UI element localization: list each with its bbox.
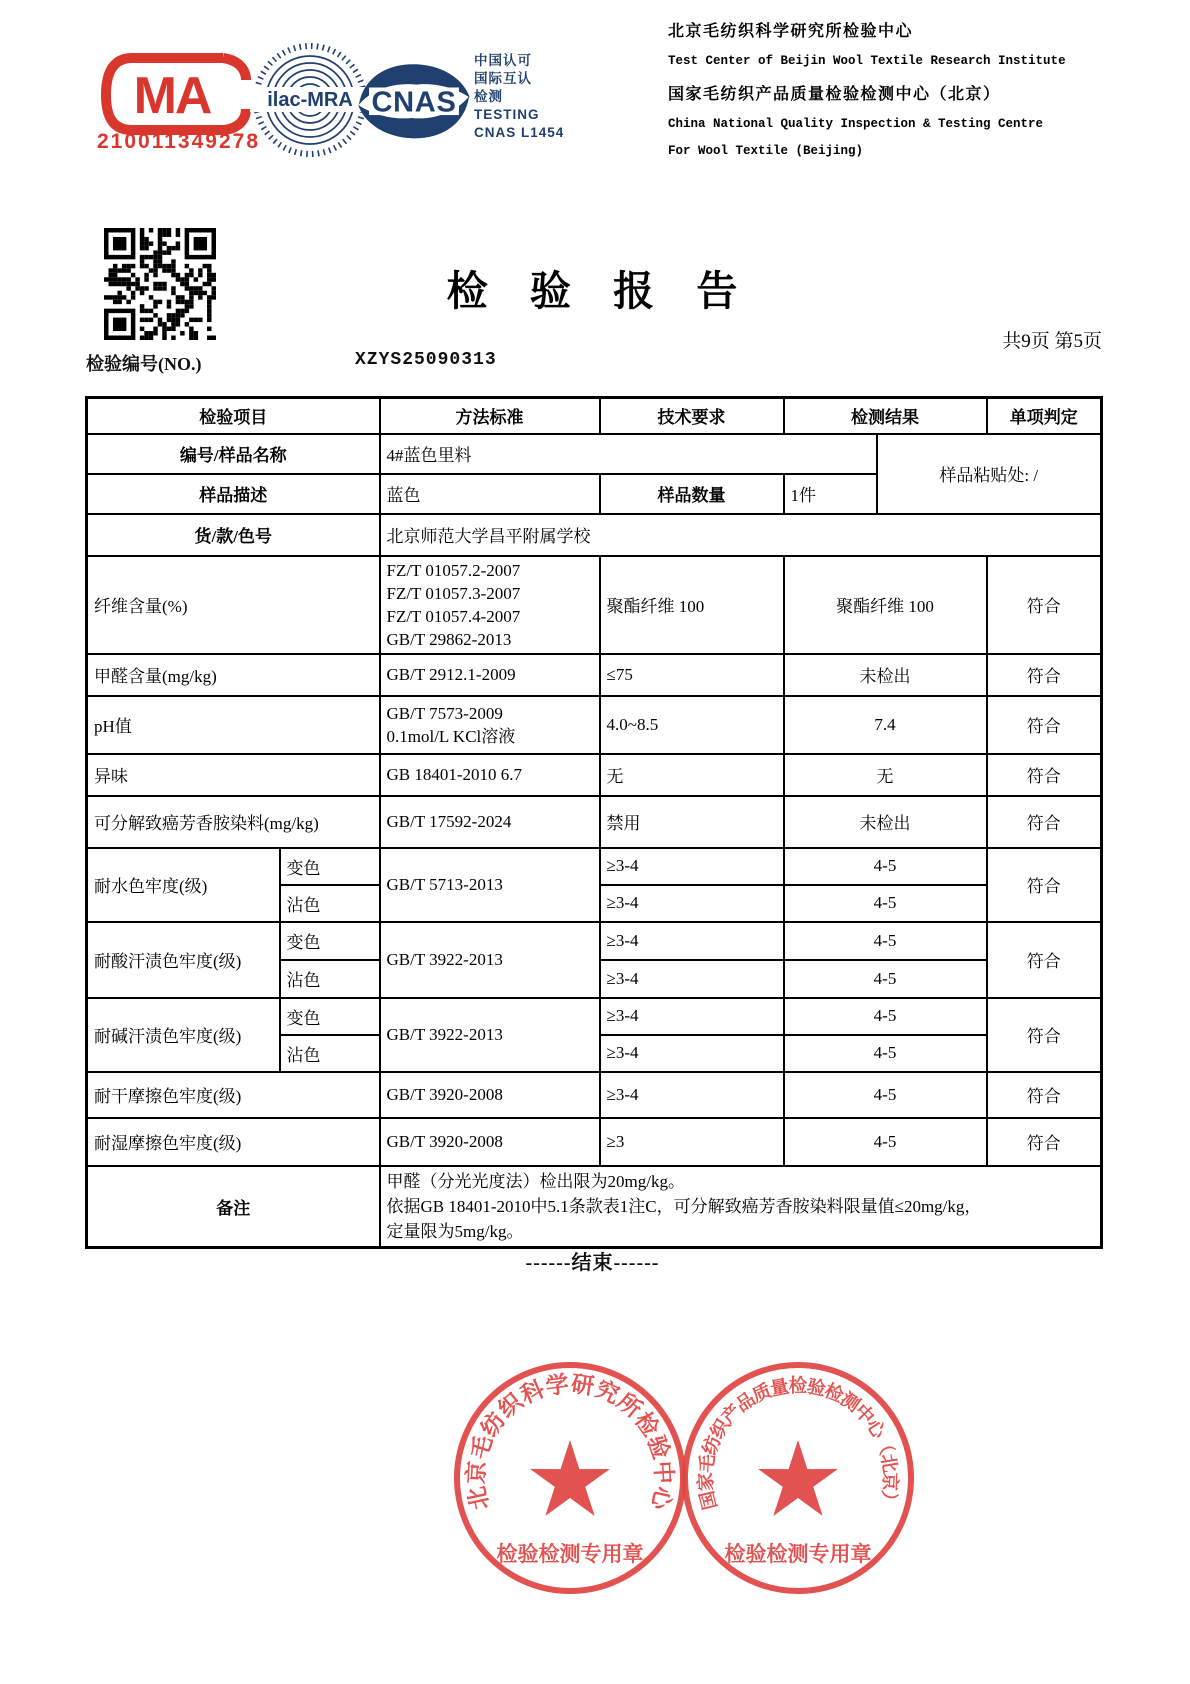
table-row-odor: [87, 754, 1102, 796]
remark-line: 定量限为5mg/kg。: [386, 1221, 524, 1241]
method-line: 0.1mol/L KCl溶液: [386, 726, 516, 746]
stamp-ring-text: 北京毛纺织科学研究所检验中心: [462, 1370, 678, 1513]
table-row-dry-rub: [87, 1072, 1102, 1118]
requirement-cell: ≥3: [600, 1118, 784, 1166]
result-cell: 4-5: [784, 960, 987, 998]
cnas-side-line: 检测: [474, 89, 503, 104]
judgment-cell: 符合: [987, 998, 1102, 1072]
sample-qty-value: 1件: [784, 474, 877, 514]
requirement-cell: ≥3-4: [600, 1035, 784, 1072]
stamp-bottom-text: 检验检测专用章: [496, 1543, 644, 1566]
sample-name-value: 4#蓝色里料: [380, 434, 877, 474]
cnas-side-line: 国际互认: [474, 71, 532, 86]
cma-letters: MA: [133, 67, 211, 125]
institute-header: [668, 18, 1148, 171]
lot-row: [87, 514, 1102, 556]
method-line: GB/T 29862-2013: [386, 629, 512, 649]
method-cell: GB/T 17592-2024: [380, 796, 600, 848]
sub-label: 变色: [280, 922, 380, 960]
result-cell: 聚酯纤维 100: [784, 556, 987, 654]
sample-paste-cell: 样品粘贴处: /: [877, 434, 1102, 514]
requirement-cell: 无: [600, 754, 784, 796]
table-row-wet-rub: [87, 1118, 1102, 1166]
item-name: 耐水色牢度(级): [87, 848, 280, 922]
method-cell: GB 18401-2010 6.7: [380, 754, 600, 796]
page-count: 共9页 第5页: [1002, 331, 1102, 352]
item-name: 甲醛含量(mg/kg): [87, 654, 380, 696]
item-name: pH值: [87, 696, 380, 754]
judgment-cell: 符合: [987, 796, 1102, 848]
stamp-star: [758, 1440, 838, 1516]
result-cell: 未检出: [784, 654, 987, 696]
table-row-ph: [87, 696, 1102, 754]
method-line: FZ/T 01057.4-2007: [386, 606, 521, 626]
result-cell: 4-5: [784, 1118, 987, 1166]
result-cell: 4-5: [784, 922, 987, 960]
institute-line-en: China National Quality Inspection & Testing Centre: [668, 117, 1044, 131]
sub-label: 沾色: [280, 885, 380, 922]
table-row-acid-fastness: [87, 922, 1102, 960]
item-name: 异味: [87, 754, 380, 796]
cnas-logo: [356, 58, 472, 146]
lot-value: 北京师范大学昌平附属学校: [380, 514, 1102, 556]
institute-line-en: For Wool Textile (Beijing): [668, 144, 864, 158]
stamp-institute: [450, 1358, 690, 1598]
sub-label: 沾色: [280, 960, 380, 998]
cnas-side-line: 中国认可: [474, 53, 532, 68]
requirement-cell: 聚酯纤维 100: [600, 556, 784, 654]
judgment-cell: 符合: [987, 654, 1102, 696]
institute-line-zh: 北京毛纺织科学研究所检验中心: [668, 23, 914, 40]
sub-label: 变色: [280, 998, 380, 1035]
table-row-formaldehyde: [87, 654, 1102, 696]
judgment-cell: 符合: [987, 1072, 1102, 1118]
method-cell: [380, 696, 600, 754]
requirement-cell: ≥3-4: [600, 885, 784, 922]
item-name: 耐湿摩擦色牢度(级): [87, 1118, 380, 1166]
table-row-alkali-fastness: [87, 998, 1102, 1035]
requirement-cell: 4.0~8.5: [600, 696, 784, 754]
judgment-cell: 符合: [987, 848, 1102, 922]
remark-label: 备注: [87, 1166, 380, 1248]
result-cell: 未检出: [784, 796, 987, 848]
report-no-label: 检验编号(NO.): [86, 354, 202, 374]
stamp-star: [530, 1440, 610, 1516]
institute-line-en: Test Center of Beijin Wool Textile Research Institute: [668, 54, 1066, 68]
cnas-side-line: CNAS L1454: [474, 125, 565, 140]
col-header-item: 检验项目: [87, 398, 380, 434]
method-cell: GB/T 3920-2008: [380, 1072, 600, 1118]
table-row-fiber: [87, 556, 1102, 654]
item-name: 耐碱汗渍色牢度(级): [87, 998, 280, 1072]
result-cell: 4-5: [784, 848, 987, 885]
result-cell: 4-5: [784, 1035, 987, 1072]
item-name: 纤维含量(%): [87, 556, 380, 654]
institute-line-zh: 国家毛纺织产品质量检验检测中心（北京）: [668, 86, 1001, 103]
remark-content: [380, 1166, 1102, 1248]
judgment-cell: 符合: [987, 754, 1102, 796]
sub-label: 沾色: [280, 1035, 380, 1072]
requirement-cell: ≥3-4: [600, 848, 784, 885]
requirement-cell: ≤75: [600, 654, 784, 696]
ilac-label: ilac-MRA: [267, 89, 353, 111]
judgment-cell: 符合: [987, 1118, 1102, 1166]
cma-logo: [100, 52, 252, 136]
page-title: 检 验 报 告: [446, 268, 754, 314]
cnas-side-line: TESTING: [474, 107, 540, 122]
cnas-side-text: [474, 52, 564, 142]
col-header-result: 检测结果: [784, 398, 987, 434]
method-line: FZ/T 01057.3-2007: [386, 583, 521, 603]
method-line: GB/T 7573-2009: [386, 703, 503, 723]
lot-label: 货/款/色号: [87, 514, 380, 556]
cnas-letters: CNAS: [371, 86, 457, 119]
requirement-cell: 禁用: [600, 796, 784, 848]
method-cell: GB/T 3922-2013: [380, 998, 600, 1072]
result-cell: 4-5: [784, 885, 987, 922]
table-row-water-fastness: [87, 848, 1102, 885]
method-cell: [380, 556, 600, 654]
item-name: 耐酸汗渍色牢度(级): [87, 922, 280, 998]
report-table: [85, 396, 1103, 1249]
sub-label: 变色: [280, 848, 380, 885]
result-cell: 4-5: [784, 1072, 987, 1118]
judgment-cell: 符合: [987, 556, 1102, 654]
requirement-cell: ≥3-4: [600, 960, 784, 998]
sample-desc-value: 蓝色: [380, 474, 600, 514]
item-name: 可分解致癌芳香胺染料(mg/kg): [87, 796, 380, 848]
ilac-mra-logo: [250, 40, 370, 160]
stamp-ring-text: 国家毛纺织产品质量检验检测中心（北京）: [694, 1374, 902, 1512]
remark-row: [87, 1166, 1102, 1248]
result-cell: 无: [784, 754, 987, 796]
table-header-row: [87, 398, 1102, 434]
stamp-national-center: [678, 1358, 918, 1598]
remark-line: 依据GB 18401-2010中5.1条款表1注C，可分解致癌芳香胺染料限量值≤20mg/kg，: [386, 1196, 982, 1216]
sample-qty-label: 样品数量: [600, 474, 784, 514]
col-header-requirement: 技术要求: [600, 398, 784, 434]
sample-name-row: [87, 434, 1102, 474]
judgment-cell: 符合: [987, 696, 1102, 754]
requirement-cell: ≥3-4: [600, 998, 784, 1035]
col-header-judgment: 单项判定: [987, 398, 1102, 434]
result-cell: 7.4: [784, 696, 987, 754]
end-marker: ------结束------: [525, 1252, 660, 1274]
item-name: 耐干摩擦色牢度(级): [87, 1072, 380, 1118]
method-cell: GB/T 2912.1-2009: [380, 654, 600, 696]
col-header-method: 方法标准: [380, 398, 600, 434]
requirement-cell: ≥3-4: [600, 922, 784, 960]
remark-line: 甲醛（分光光度法）检出限为20mg/kg。: [386, 1171, 685, 1191]
sample-name-label: 编号/样品名称: [87, 434, 380, 474]
result-cell: 4-5: [784, 998, 987, 1035]
table-row-azo: [87, 796, 1102, 848]
cma-number: 210011349278: [97, 130, 260, 153]
stamp-bottom-text: 检验检测专用章: [724, 1543, 872, 1566]
method-cell: GB/T 3922-2013: [380, 922, 600, 998]
judgment-cell: 符合: [987, 922, 1102, 998]
qr-code: [104, 228, 216, 340]
requirement-cell: ≥3-4: [600, 1072, 784, 1118]
report-no-value: XZYS25090313: [355, 350, 497, 370]
sample-desc-label: 样品描述: [87, 474, 380, 514]
method-line: FZ/T 01057.2-2007: [386, 560, 521, 580]
method-cell: GB/T 3920-2008: [380, 1118, 600, 1166]
method-cell: GB/T 5713-2013: [380, 848, 600, 922]
